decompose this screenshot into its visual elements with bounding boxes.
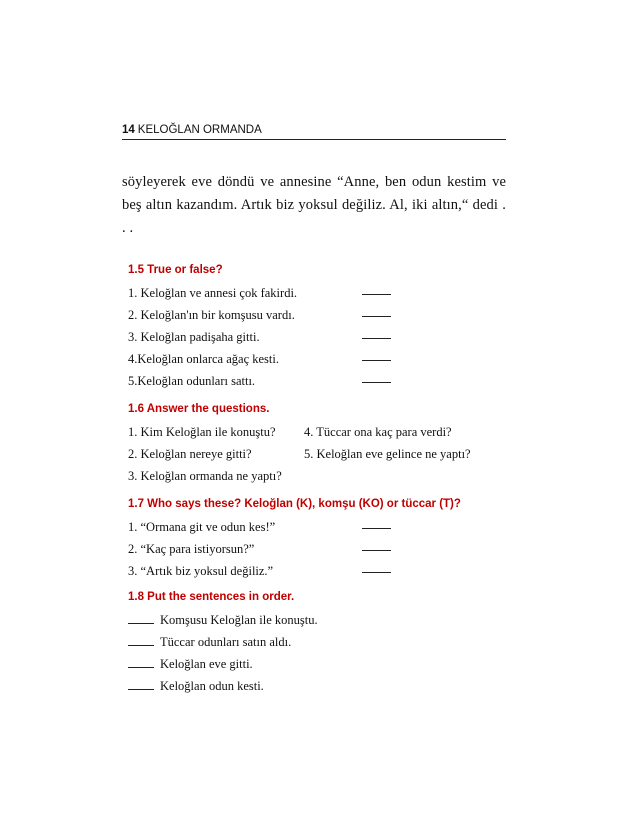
- chapter-title: KELOĞLAN ORMANDA: [137, 124, 262, 136]
- order-text-3: Keloğlan eve gitti.: [160, 657, 253, 671]
- quote-item-3: 3. “Artık biz yoksul değiliz.”: [128, 564, 274, 578]
- answer-blank-1-7-3[interactable]: [362, 562, 391, 576]
- true-false-item-1: 1. Keloğlan ve annesi çok fakirdi.: [128, 286, 298, 300]
- question-4: 4. Tüccar ona kaç para verdi?: [304, 425, 452, 439]
- order-item-3: [128, 657, 253, 671]
- answer-blank-1-5-5[interactable]: [362, 372, 391, 386]
- quote-item-1: 1. “Ormana git ve odun kes!”: [128, 520, 276, 534]
- section-1-8-title: 1.8 Put the sentences in order.: [128, 591, 295, 603]
- order-blank-4[interactable]: [128, 679, 154, 690]
- answer-blank-1-5-3[interactable]: [362, 328, 391, 342]
- page-header: [122, 124, 506, 140]
- order-item-2: [128, 635, 291, 649]
- order-text-1: Komşusu Keloğlan ile konuştu.: [160, 613, 318, 627]
- answer-blank-1-5-4[interactable]: [362, 350, 391, 364]
- true-false-item-2: 2. Keloğlan'ın bir komşusu vardı.: [128, 308, 295, 322]
- section-1-6-title: 1.6 Answer the questions.: [128, 403, 270, 415]
- question-2: 2. Keloğlan nereye gitti?: [128, 447, 252, 461]
- page-number: 14: [122, 124, 135, 136]
- story-paragraph: söyleyerek eve döndü ve annesine “Anne, ben odun kestim ve beş altın kazandım. Artık biz yoksul değiliz. Al, iki altın,“ dedi . . .: [122, 174, 506, 236]
- order-item-4: [128, 679, 264, 693]
- answer-blank-1-7-1[interactable]: [362, 518, 391, 532]
- true-false-item-5: 5.Keloğlan odunları sattı.: [128, 374, 256, 388]
- order-blank-3[interactable]: [128, 657, 154, 668]
- section-1-5-title: 1.5 True or false?: [128, 264, 223, 276]
- true-false-item-4: 4.Keloğlan onlarca ağaç kesti.: [128, 352, 279, 366]
- question-1: 1. Kim Keloğlan ile konuştu?: [128, 425, 276, 439]
- question-3: 3. Keloğlan ormanda ne yaptı?: [128, 469, 282, 483]
- order-text-4: Keloğlan odun kesti.: [160, 679, 264, 693]
- true-false-item-3: 3. Keloğlan padişaha gitti.: [128, 330, 260, 344]
- order-text-2: Tüccar odunları satın aldı.: [160, 635, 292, 649]
- section-1-7-title: 1.7 Who says these? Keloğlan (K), komşu (KO) or tüccar (T)?: [128, 498, 461, 510]
- order-blank-1[interactable]: [128, 613, 154, 624]
- question-5: 5. Keloğlan eve gelince ne yaptı?: [304, 447, 471, 461]
- answer-blank-1-7-2[interactable]: [362, 540, 391, 554]
- answer-blank-1-5-1[interactable]: [362, 284, 391, 298]
- quote-item-2: 2. “Kaç para istiyorsun?”: [128, 542, 255, 556]
- answer-blank-1-5-2[interactable]: [362, 306, 391, 320]
- order-blank-2[interactable]: [128, 635, 154, 646]
- order-item-1: [128, 613, 318, 627]
